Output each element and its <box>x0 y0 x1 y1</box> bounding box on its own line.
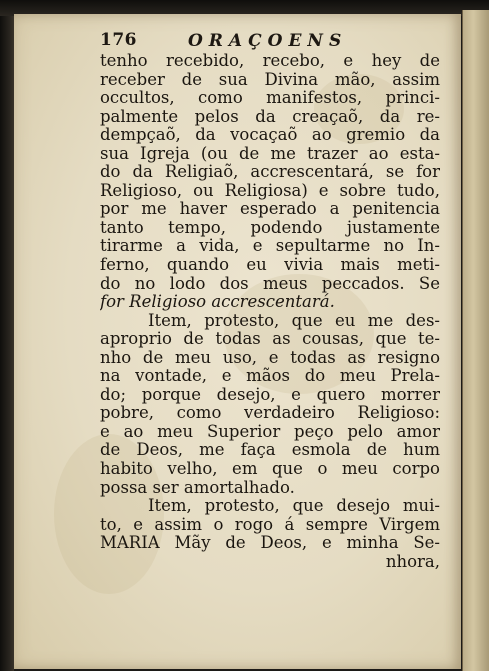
text-line: Item, protesto, que desejo mui- <box>148 497 440 516</box>
text-line: possa ser amortalhado. <box>100 478 295 497</box>
facing-page-edge <box>462 10 489 671</box>
text-line: occultos, como manifestos, princi- <box>100 89 440 108</box>
body-text <box>100 52 440 571</box>
text-line: de Deos, me faça esmola de hum <box>100 441 440 460</box>
text-line: receber de sua Divina mão, assim <box>100 70 440 89</box>
text-line: dempçaõ, da vocaçaõ ao gremio da <box>100 126 440 145</box>
text-line: por me haver esperado a penitencia <box>100 200 440 219</box>
text-line: Item, protesto, que eu me des- <box>148 311 440 330</box>
text-line: habito velho, em que o meu corpo <box>100 460 440 479</box>
running-head: ORAÇOENS <box>188 31 348 51</box>
text-line: to, e assim o rogo á sempre Virgem <box>100 515 440 534</box>
text-line: tenho recebido, recebo, e hey de <box>100 52 440 70</box>
text-line: ferno, quando eu vivia mais meti- <box>100 256 440 275</box>
text-line: tanto tempo, podendo justamente <box>100 218 440 237</box>
text-line: sua Igreja (ou de me trazer ao esta- <box>100 144 440 163</box>
page-header <box>100 30 390 54</box>
page-number: 176 <box>100 30 137 50</box>
scan-edge-left <box>0 0 14 671</box>
text-line: for Religioso accrescentará. <box>100 293 335 312</box>
text-line: pobre, como verdadeiro Religioso: <box>100 404 440 423</box>
text-line: do no lodo dos meus peccados. Se <box>100 274 440 293</box>
text-line: palmente pelos da creaçaõ, da re- <box>100 107 440 126</box>
text-line: MARIA Mãy de Deos, e minha Se- <box>100 534 440 553</box>
text-line: tirarme a vida, e sepultarme no In- <box>100 237 440 256</box>
text-line: na vontade, e mãos do meu Prela- <box>100 367 440 386</box>
text-line: nho de meu uso, e todas as resigno <box>100 348 440 367</box>
text-line: nhora, <box>385 552 440 571</box>
text-line: do; porque desejo, e quero morrer <box>100 385 440 404</box>
text-line: do da Religiaõ, accrescentará, se for <box>100 163 440 182</box>
text-line: Religioso, ou Religiosa) e sobre tudo, <box>100 181 440 200</box>
text-line: aproprio de todas as cousas, que te- <box>100 330 440 349</box>
text-line: e ao meu Superior peço pelo amor <box>100 422 440 441</box>
